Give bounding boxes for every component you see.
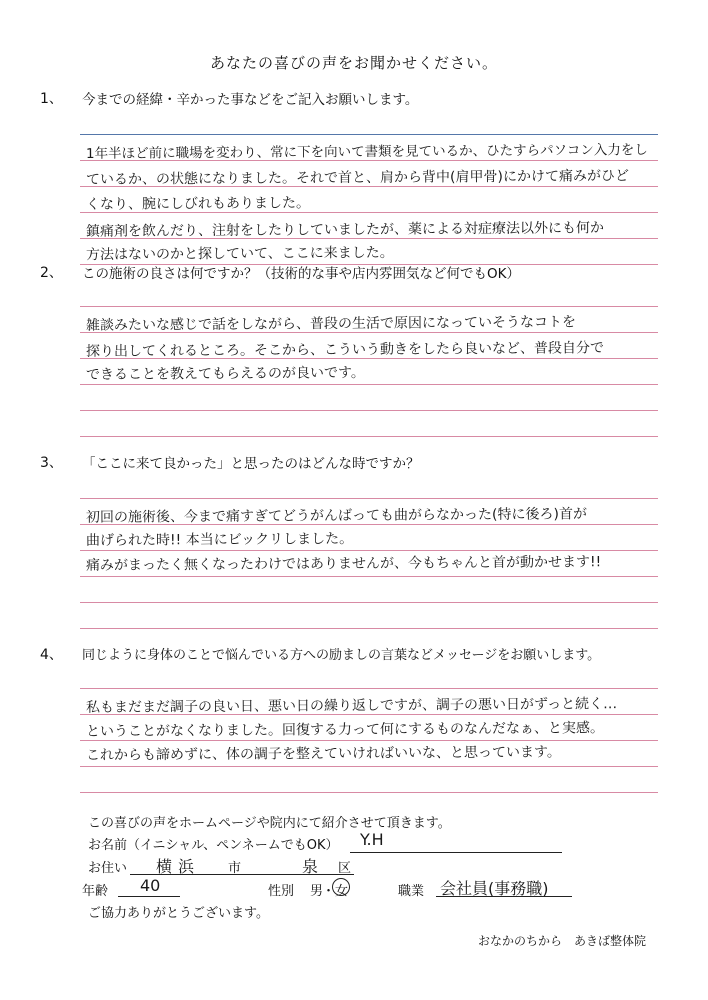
answer-2-line-2: 探り出してくれるところ。そこから、こういう動きをしたら良いなど、普段自分で [85,340,605,360]
answer-line [80,436,658,437]
answer-line [80,576,658,577]
address-label: お住い [88,861,128,876]
answer-1-line-2: ているか、の状態になりました。それで首と、肩から背中(肩甲骨)にかけて痛みがひど [85,168,629,188]
answer-line [80,134,658,135]
question-4-text: 同じように身体のことで悩んでいる方への励ましの言葉などメッセージをお願いします。 [82,648,601,663]
question-4-number: 4、 [40,647,63,663]
answer-4-line-2: ということがなくなりました。回復する力って何にするものなんだなぁ、と実感。 [85,720,605,740]
answer-line [80,688,658,689]
answer-line [80,498,658,499]
page-title: あなたの喜びの声をお聞かせください。 [209,54,498,72]
job-label: 職業 [398,884,425,899]
answer-2-line-1: 雑談みたいな感じで話をしながら、普段の生活で原因になっていそうなコトを [85,314,577,334]
answer-line [80,384,658,385]
question-3-number: 3、 [40,455,63,471]
ward-suffix: 区 [338,861,352,876]
answer-line [80,306,658,307]
city-value: 横浜 [156,857,201,876]
question-1-number: 1、 [40,91,63,107]
job-underline [436,896,572,897]
question-3-text: 「ここに来て良かった」と思ったのはどんな時ですか？ [82,456,420,472]
ward-value: 泉 [302,857,319,876]
answer-line [80,740,658,741]
thanks-text: ご協力ありがとうございます。 [88,906,269,921]
answer-line [80,766,658,767]
answer-2-line-3: できることを教えてもらえるのが良いです。 [85,365,365,383]
answer-line [80,628,658,629]
question-2-text: この施術の良さは何ですか？（技術的な事や店内雰囲気など何でもOK） [82,266,520,282]
city-suffix: 市 [228,861,242,876]
consent-text: この喜びの声をホームページや院内にて紹介させて頂きます。 [88,816,451,831]
age-label: 年齢 [82,884,109,899]
gender-separator: ・ [322,884,336,899]
name-underline [350,852,562,853]
name-value: Y.H [360,830,384,849]
selected-circle-icon [332,878,350,896]
question-1-text: 今までの経緯・辛かった事などをご記入お願いします。 [82,92,419,108]
address-underline [130,874,354,875]
age-underline [118,896,180,897]
answer-3-line-1: 初回の施術後、今まで痛すぎてどうがんばっても曲がらなかった(特に後ろ)首が [85,506,587,526]
answer-line [80,410,658,411]
answer-1-line-5: 方法はないのかと探していて、ここに来ました。 [85,244,394,264]
age-value: 40 [140,876,161,895]
gender-female: 女 [335,884,349,899]
name-label: お名前（イニシャル、ペンネームでもOK） [88,838,339,853]
answer-1-line-4: 鎮痛剤を飲んだり、注射をしたりしていましたが、薬による対症療法以外にも何か [85,220,605,240]
clinic-name: おなかのちから あきば整体院 [478,934,647,948]
answer-line [80,550,658,551]
question-2-number: 2、 [40,265,63,281]
answer-line [80,792,658,793]
answer-4-line-1: 私もまだまだ調子の良い日、悪い日の繰り返しですが、調子の悪い日がずっと続く… [85,696,618,716]
answer-line [80,602,658,603]
job-value: 会社員(事務職) [440,879,549,898]
answer-3-line-2: 曲げられた時!! 本当にビックリしました。 [85,531,354,549]
answer-4-line-3: これからも諦めずに、体の調子を整えていければいいな、と思っています。 [85,744,561,764]
answer-1-line-3: くなり、腕にしびれもありました。 [85,195,311,213]
answer-3-line-3: 痛みがまったく無くなったわけではありませんが、今もちゃんと首が動かせます!! [85,554,602,574]
answer-1-line-1: 1年半ほど前に職場を変わり、常に下を向いて書類を見ているか、ひたすらパソコン入力をし [85,142,648,162]
gender-label: 性別 [268,884,295,899]
gender-male: 男 [310,884,324,899]
